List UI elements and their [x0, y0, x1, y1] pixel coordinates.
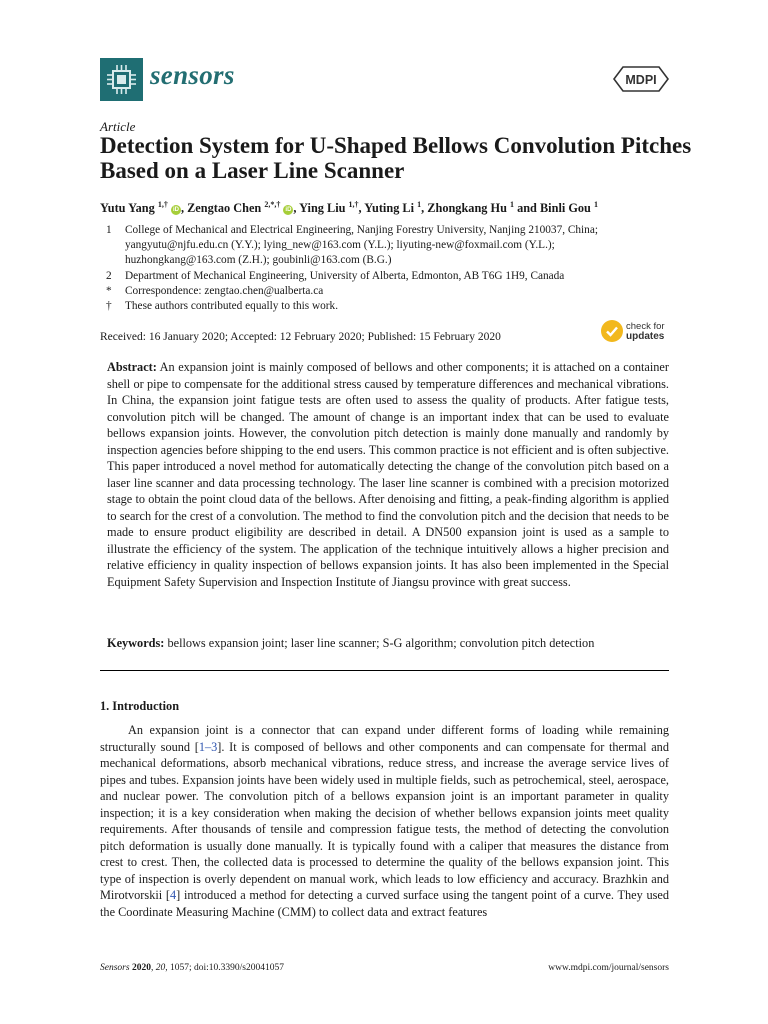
- author-separator: ,: [180, 201, 188, 216]
- author-separator: ,: [421, 201, 428, 216]
- introduction-paragraph: [100, 722, 669, 920]
- author-affiliation-marker: 1: [510, 200, 514, 209]
- affiliation-line: College of Mechanical and Electrical Engineering, Nanjing Forestry University, Nanjing 210037, China;: [125, 224, 598, 236]
- author-separator: ,: [293, 201, 300, 216]
- section-divider: [100, 670, 669, 671]
- footer-doi[interactable]: , 1057; doi:10.3390/s20041057: [165, 963, 284, 973]
- citation-link[interactable]: 4: [169, 888, 177, 902]
- keywords-text: bellows expansion joint; laser line scanner; S-G algorithm; convolution pitch detection: [167, 636, 595, 650]
- footer-year: 2020: [131, 963, 151, 973]
- keywords-label: Keywords:: [107, 636, 165, 650]
- footer-citation: Sensors 2020, 20, 1057; doi:10.3390/s20041057: [100, 963, 284, 973]
- author-affiliation-marker: 1: [593, 200, 598, 209]
- affiliation-marker: 2: [106, 270, 112, 282]
- intro-text-1: An expansion joint is a connector that can expand under different forms of loading while remaining structurally sound [: [100, 723, 669, 754]
- author-name: Yuting Li: [364, 201, 415, 216]
- publisher-logo-icon[interactable]: [613, 66, 669, 92]
- footer-journal: Sensors: [100, 963, 130, 973]
- check-updates-line1: check for: [626, 321, 665, 332]
- citation-link[interactable]: 1–3: [198, 739, 218, 754]
- publisher-logo-text: MDPI: [625, 73, 657, 87]
- correspondence: [100, 284, 670, 299]
- abstract-label: Abstract:: [107, 360, 157, 374]
- author-affiliation-marker: 1: [417, 200, 422, 209]
- journal-name: sensors: [150, 60, 235, 90]
- author-name: Zengtao Chen: [187, 201, 262, 216]
- author-name: Yutu Yang: [100, 201, 155, 216]
- footer-volume: 20: [155, 963, 166, 973]
- orcid-icon[interactable]: iD: [285, 207, 292, 214]
- author-affiliation-marker: 1,†: [348, 200, 359, 209]
- author-name: Zhongkang Hu: [427, 201, 507, 216]
- author-name: Ying Liu: [299, 201, 346, 216]
- author-affiliation-marker: 1,†: [157, 200, 168, 209]
- affiliation-line: yangyutu@njfu.edu.cn (Y.Y.); lying_new@163.com (Y.L.); liyuting-new@foxmail.com (Y.L.);: [125, 239, 555, 252]
- journal-logo-icon: [100, 58, 143, 101]
- abstract: [107, 359, 669, 590]
- abstract-text: An expansion joint is mainly composed of bellows and other components; it is attached on a container shell or pipe to compensate for the additional stress caused by temperature differences and mechanical vibrations. In China, the expansion joint fatigue tests are often used to assess the quality of products. After fatigue tests, convolution pitch will be changed. The amount of change is an important index that can be used to evaluate bellows expansion joints. However, the convolution pitch detection is mainly done manually and randomly by inspection agencies before shipping to the end users. This common practice is not efficient and is often subjective. This paper introduced a novel method for automatically detecting the change of the convolution pitch based on a laser line scanner and data processing technology. The laser line scanner is combined with a precision motorized stage to obtain the point cloud data of the bellows. After denoising and fitting, a peak-finding algorithm is applied to search for the crest of a convolution. The method to find the convolution pitch and the decision that needs to be made to ensure product eligibility are described in detail. A DN500 expansion joint is used as a sample to illustrate the efficiency of the system. The application of the technique intuitively allows a higher precision and relative efficiency in quality inspection of bellows expansion joints. It has also been implemented in the Special Equipment Safety Supervision and Inspection Institute of Jiangsu province with great success.: [107, 360, 669, 589]
- affiliation-marker: *: [106, 285, 112, 297]
- author-name: Binli Gou: [539, 201, 591, 216]
- publication-dates: Received: 16 January 2020; Accepted: 12 February 2020; Published: 15 February 2020: [100, 331, 501, 343]
- equal-contribution-note: [100, 299, 670, 314]
- affiliation-line: huzhongkang@163.com (Z.H.); goubinli@163.com (B.G.): [125, 254, 392, 267]
- correspondence-line[interactable]: Correspondence: zengtao.chen@ualberta.ca: [125, 285, 324, 297]
- intro-text-3: ] introduced a method for detecting a curved surface using the tangent point of a curve. They used the Coordinate Measuring Machine (CMM) to collect data and extract features: [100, 888, 669, 919]
- section-heading: 1. Introduction: [100, 699, 180, 713]
- article-type: Article: [100, 119, 136, 134]
- affiliation-marker: 1: [106, 224, 112, 236]
- keywords: [107, 636, 669, 651]
- check-for-updates-button[interactable]: [601, 320, 671, 346]
- author-affiliation-marker: 2,*,†: [264, 200, 281, 209]
- article-title: Detection System for U-Shaped Bellows Convolution Pitches Based on a Laser Line Scanner: [100, 133, 692, 183]
- author-list: [100, 200, 700, 216]
- footer-journal-url[interactable]: www.mdpi.com/journal/sensors: [548, 963, 669, 973]
- orcid-icon[interactable]: iD: [172, 207, 179, 214]
- affiliation-marker: †: [106, 300, 112, 312]
- check-updates-line2: updates: [626, 331, 665, 342]
- check-updates-icon: [601, 320, 623, 342]
- note-line: These authors contributed equally to this work.: [125, 300, 339, 312]
- affiliation-1: [100, 223, 670, 269]
- affiliation-line: Department of Mechanical Engineering, University of Alberta, Edmonton, AB T6G 1H9, Canada: [125, 270, 565, 282]
- author-separator: ,: [358, 201, 365, 216]
- author-separator: and: [514, 201, 540, 216]
- affiliation-2: [100, 269, 670, 284]
- intro-text-2: ]. It is composed of bellows and other components and can compensate for thermal and mechanical deformations, absorb mechanical vibrations, reduce stress, and increase the average service lives of pipes and tubes. Expansion joints have been widely used in multiple fields, such as petrochemical, steel, aerospace, and nuclear power. The convolution pitch of a bellows expansion joint is an important parameter in quality inspection; it is a key consideration when making the decision of whether bellows expansion joints meet quality requirements. After thousands of tensile and compression fatigue tests, the method of detecting the convolution pitch deformation is usually done manually. It is typically found with a caliper that measures the distance from crest to crest. Then, the collected data is processed to determine the quality of the bellows expansion joint. This type of inspection is overly dependent on manual work, which leads to low efficiency and accuracy. Brazhkin and Mirotvorskii [: [100, 739, 669, 902]
